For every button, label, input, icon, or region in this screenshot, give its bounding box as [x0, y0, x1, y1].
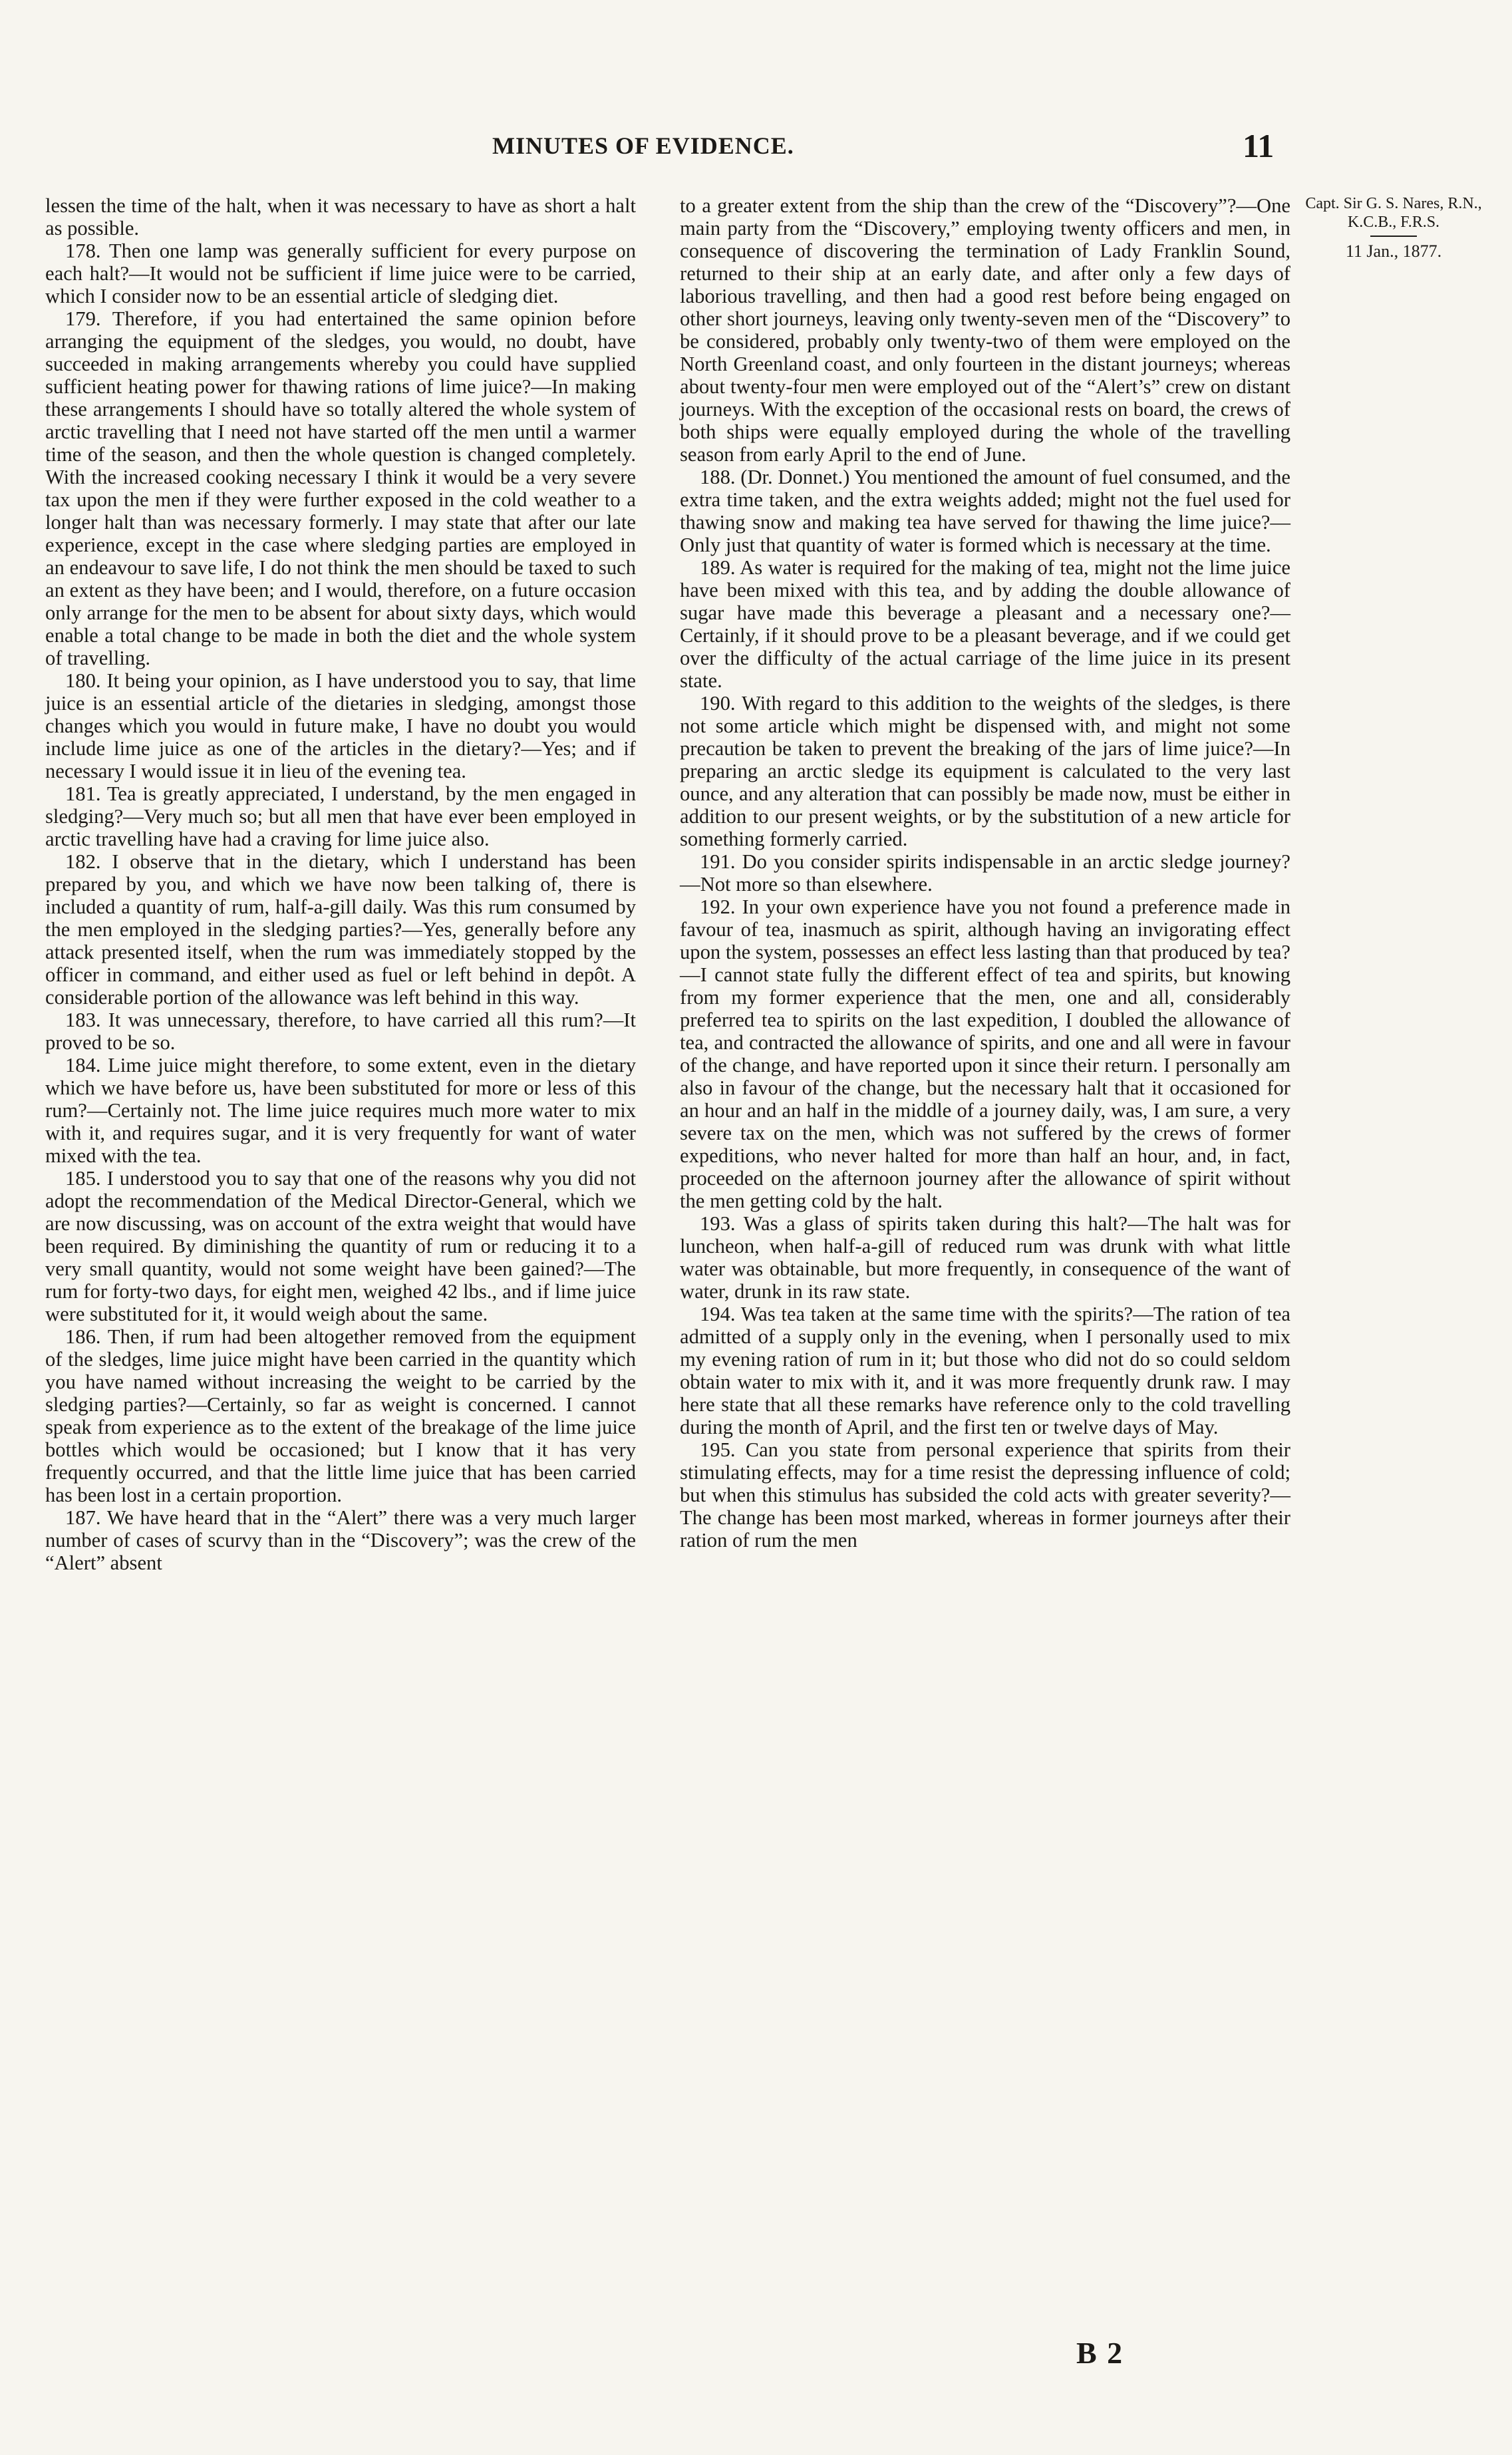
- paragraph: 192. In your own experience have you not found a preference made in favour of tea, inasmuch as spirit, although having an invigorating effect upon the system, possesses an effect less lasting than that produced by tea?—I cannot state fully the different effect of tea and spirits, but knowing from my former experience that the men, one and all, considerably preferred tea to spirits on the last expedition, I doubled the allowance of tea, and contracted the allowance of spirits, and one and all were in favour of the change, and have reported upon it since their return. I personally am also in favour of the change, but the necessary halt that it occasioned for an hour and an half in the middle of a journey daily, was, I am sure, a very severe tax on the men, which was not suffered by the crews of former expeditions, who never halted for more than half an hour, and, in fact, proceeded on the afternoon journey after the allowance of spirit without the men getting cold by the halt.: [680, 896, 1290, 1212]
- paragraph: 189. As water is required for the making of tea, might not the lime juice have been mixed with this tea, and by adding the double allowance of sugar have made this beverage a pleasant and a necessary one?—Certainly, if it should prove to be a pleasant beverage, and if we could get over the difficulty of the actual carriage of the lime juice in its present state.: [680, 556, 1290, 692]
- paragraph: to a greater extent from the ship than the crew of the “Discovery”?—One main party from the “Discovery,” employing twenty officers and men, in consequence of discovering the termination of Lady Franklin Sound, returned to their ship at an early date, and after only a few days of laborious travelling, and then had a good rest before being engaged on other short journeys, leaving only twenty-seven men of the “Discovery” to be considered, probably only twenty-two of them were employed on the North Greenland coast, and only fourteen in the distant journeys; whereas about twenty-four men were employed out of the “Alert’s” crew on distant journeys. With the exception of the occasional rests on board, the crews of both ships were equally employed during the whole of the travelling season from early April to the end of June.: [680, 194, 1290, 466]
- paragraph: 188. (Dr. Donnet.) You mentioned the amount of fuel consumed, and the extra time taken, and the extra weights added; might not the fuel used for thawing snow and making tea have served for thawing the lime juice?—Only just that quantity of water is formed which is necessary at the time.: [680, 466, 1290, 556]
- margin-divider: [1370, 236, 1417, 237]
- hearing-date: 11 Jan., 1877.: [1345, 242, 1442, 261]
- paragraph: 186. Then, if rum had been altogether removed from the equipment of the sledges, lime juice might have been carried in the quantity which you have named without increasing the weight to be carried by the sledging parties?—Certainly, so far as weight is concerned. I cannot speak from experience as to the extent of the breakage of the lime juice bottles which would be occasioned; but I know that it has very frequently occurred, and that the little lime juice that has been carried has been lost in a certain proportion.: [45, 1325, 636, 1506]
- paragraph: 179. Therefore, if you had entertained the same opinion before arranging the equipment of the sledges, you would, no doubt, have succeeded in making arrangements whereby you could have supplied sufficient heating power for thawing rations of lime juice?—In making these arrangements I should have so totally altered the whole system of arctic travelling that I need not have started off the men until a warmer time of the season, and then the whole question is changed completely. With the increased cooking necessary I think it would be a very severe tax upon the men if they were further exposed in the cold weather to a longer halt than was necessary formerly. I may state that after our late experience, except in the case where sledging parties are employed in an endeavour to save life, I do not think the men should be taxed to such an extent as they have been; and I would, therefore, on a future occasion only arrange for the men to be absent for about sixty days, which would enable a total change to be made in both the diet and the whole system of travelling.: [45, 307, 636, 669]
- paragraph: 191. Do you consider spirits indispensable in an arctic sledge journey?—Not more so than elsewhere.: [680, 850, 1290, 896]
- paragraph: 180. It being your opinion, as I have understood you to say, that lime juice is an essential article of the dietaries in sledging, amongst those changes which you would in future make, I have no doubt you would include lime juice as one of the articles in the dietary?—Yes; and if necessary I would issue it in lieu of the evening tea.: [45, 669, 636, 782]
- paragraph: 184. Lime juice might therefore, to some extent, even in the dietary which we have before us, have been substituted for more or less of this rum?—Certainly not. The lime juice requires much more water to mix with it, and requires sugar, and it is very frequently for want of water mixed with the tea.: [45, 1054, 636, 1167]
- left-column: [45, 194, 636, 1574]
- paragraph: 183. It was unnecessary, therefore, to have carried all this rum?—It proved to be so.: [45, 1009, 636, 1054]
- signature-mark: B 2: [1076, 2336, 1124, 2370]
- paragraph: 195. Can you state from personal experience that spirits from their stimulating effects, may for a time resist the depressing influence of cold; but when this stimulus has subsided the cold acts with greater severity?—The change has been most marked, whereas in former journeys after their ration of rum the men: [680, 1438, 1290, 1552]
- running-title: MINUTES OF EVIDENCE.: [492, 132, 794, 159]
- paragraph: lessen the time of the halt, when it was necessary to have as short a halt as possible.: [45, 194, 636, 240]
- paragraph: 178. Then one lamp was generally sufficient for every purpose on each halt?—It would not be sufficient if lime juice were to be carried, which I consider now to be an essential article of sledging diet.: [45, 240, 636, 307]
- right-column: [680, 194, 1290, 1552]
- paragraph: 194. Was tea taken at the same time with the spirits?—The ration of tea admitted of a supply only in the evening, when I personally used to mix my evening ration of rum in it; but those who did not do so could seldom obtain water to mix with it, and it was more frequently drunk raw. I may here state that all these remarks have reference only to the cold travelling during the month of April, and the first ten or twelve days of May.: [680, 1303, 1290, 1438]
- paragraph: 190. With regard to this addition to the weights of the sledges, is there not some article which might be dispensed with, and might not some precaution be taken to prevent the breaking of the jars of lime juice?—In preparing an arctic sledge its equipment is calculated to the very last ounce, and any alteration that can possibly be made now, must be either in addition to our present weights, or by the substitution of a new article for something formerly carried.: [680, 692, 1290, 850]
- paragraph: 182. I observe that in the dietary, which I understand has been prepared by you, and which we have now been talking of, there is included a quantity of rum, half-a-gill daily. Was this rum consumed by the men employed in the sledging parties?—Yes, generally before any attack presented itself, when the rum was immediately stopped by the officer in command, and either used as fuel or left behind in depôt. A considerable portion of the allowance was left behind in this way.: [45, 850, 636, 1009]
- paragraph: 193. Was a glass of spirits taken during this halt?—The halt was for luncheon, when half-a-gill of reduced rum was drunk with what little water was obtainable, but more frequently, in consequence of the want of water, drunk in its raw state.: [680, 1212, 1290, 1303]
- page-number: 11: [1243, 127, 1275, 164]
- margin-note: [1297, 194, 1490, 261]
- paragraph: 185. I understood you to say that one of the reasons why you did not adopt the recommendation of the Medical Director-General, which we are now discussing, was on account of the extra weight that would have been required. By diminishing the quantity of rum or reducing it to a very small quantity, would not some weight have been gained?—The rum for forty-two days, for eight men, weighed 42 lbs., and if lime juice were substituted for it, it would weigh about the same.: [45, 1167, 636, 1325]
- paragraph: 187. We have heard that in the “Alert” there was a very much larger number of cases of scurvy than in the “Discovery”; was the crew of the “Alert” absent: [45, 1506, 636, 1574]
- page-header: [0, 127, 1512, 172]
- witness-name: Capt. Sir G. S. Nares, R.N., K.C.B., F.R.S.: [1305, 195, 1482, 231]
- paragraph: 181. Tea is greatly appreciated, I understand, by the men engaged in sledging?—Very much so; but all men that have ever been employed in arctic travelling have had a craving for lime juice also.: [45, 782, 636, 850]
